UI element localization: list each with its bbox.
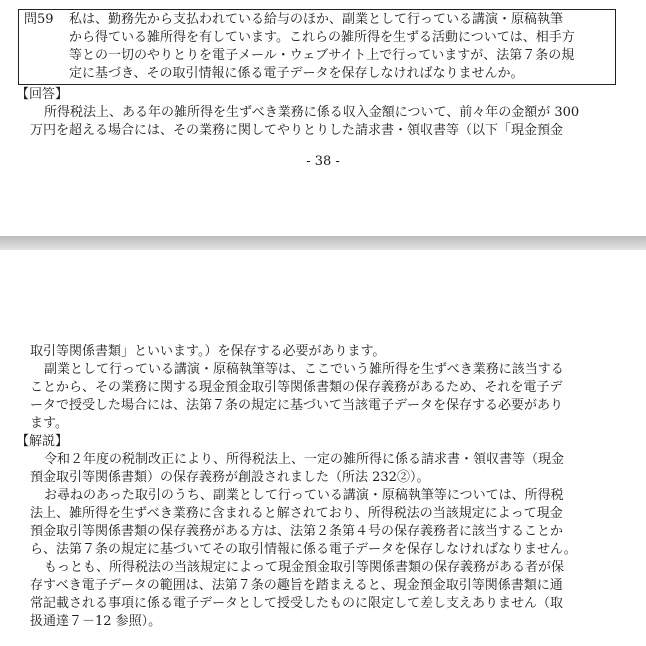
- question-line: から得ている雑所得を有しています。これらの雑所得を生ずる活動については、相手方: [69, 30, 575, 45]
- answer-line: 所得税法上、ある年の雑所得を生ずべき業務に係る収入金額について、前々年の金額が 300: [44, 105, 580, 120]
- page-separator: [0, 236, 646, 250]
- answer-heading: 【回答】: [16, 87, 69, 102]
- question-number: 問59: [24, 12, 54, 27]
- explanation-line: お尋ねのあった取引のうち、副業として行っている講演・原稿執筆等については、所得税: [44, 488, 564, 503]
- explanation-line: 存すべき電子データの範囲は、法第７条の趣旨を踏まえると、現金預金取引等関係書類に通: [30, 578, 563, 593]
- answer-line: ことから、その業務に関する現金預金取引等関係書類の保存義務があるため、それを電子デ: [30, 380, 563, 395]
- explanation-line: もっとも、所得税法の当該規定によって現金預金取引等関係書類の保存義務がある者が保: [44, 560, 565, 575]
- page-number: - 38 -: [306, 154, 340, 169]
- answer-line: 万円を超える場合には、その業務に関してやりとりした請求書・領収書等（以下「現金預金: [30, 123, 564, 138]
- answer-line: ます。: [30, 416, 68, 431]
- explanation-line: 常記載される事項に係る電子データとして授受したものに限定して差し支えありません（取: [30, 596, 564, 611]
- explanation-heading: 【解説】: [16, 434, 69, 449]
- explanation-line: 預金取引等関係書類の保存義務がある方は、法第２条第４号の保存義務者に該当することか: [30, 524, 564, 539]
- question-line: 等との一切のやりとりを電子メール・ウェブサイト上で行っていますが、法第７条の規: [69, 48, 575, 63]
- answer-line: 副業として行っている講演・原稿執筆等は、ここでいう雑所得を生ずべき業務に該当する: [44, 362, 564, 377]
- answer-line: 取引等関係書類」といいます。）を保存する必要があります。: [30, 344, 386, 359]
- question-line: 定に基づき、その取引情報に係る電子データを保存しなければなりませんか。: [69, 66, 524, 81]
- question-line: 私は、勤務先から支払われている給与のほか、副業として行っている講演・原稿執筆: [69, 12, 564, 27]
- page-38: [0, 0, 646, 236]
- explanation-line: ら、法第７条の規定に基づいてその取引情報に係る電子データを保存しなければなりません。: [30, 542, 577, 557]
- explanation-line: 預金取引等関係書類）の保存義務が創設されました（所法 232②）。: [30, 470, 430, 485]
- explanation-line: 法上、雑所得を生ずべき業務に含まれると解されており、所得税法の当該規定によって現金: [30, 506, 563, 521]
- explanation-line: 令和２年度の税制改正により、所得税法上、一定の雑所得に係る請求書・領収書等（現金: [44, 452, 565, 467]
- explanation-line: 扱通達７－12 参照）。: [30, 614, 162, 629]
- answer-line: ータで授受した場合には、法第７条の規定に基づいて当該電子データを保存する必要があり: [30, 398, 564, 413]
- question-box: [18, 9, 616, 85]
- page-39: [0, 250, 646, 646]
